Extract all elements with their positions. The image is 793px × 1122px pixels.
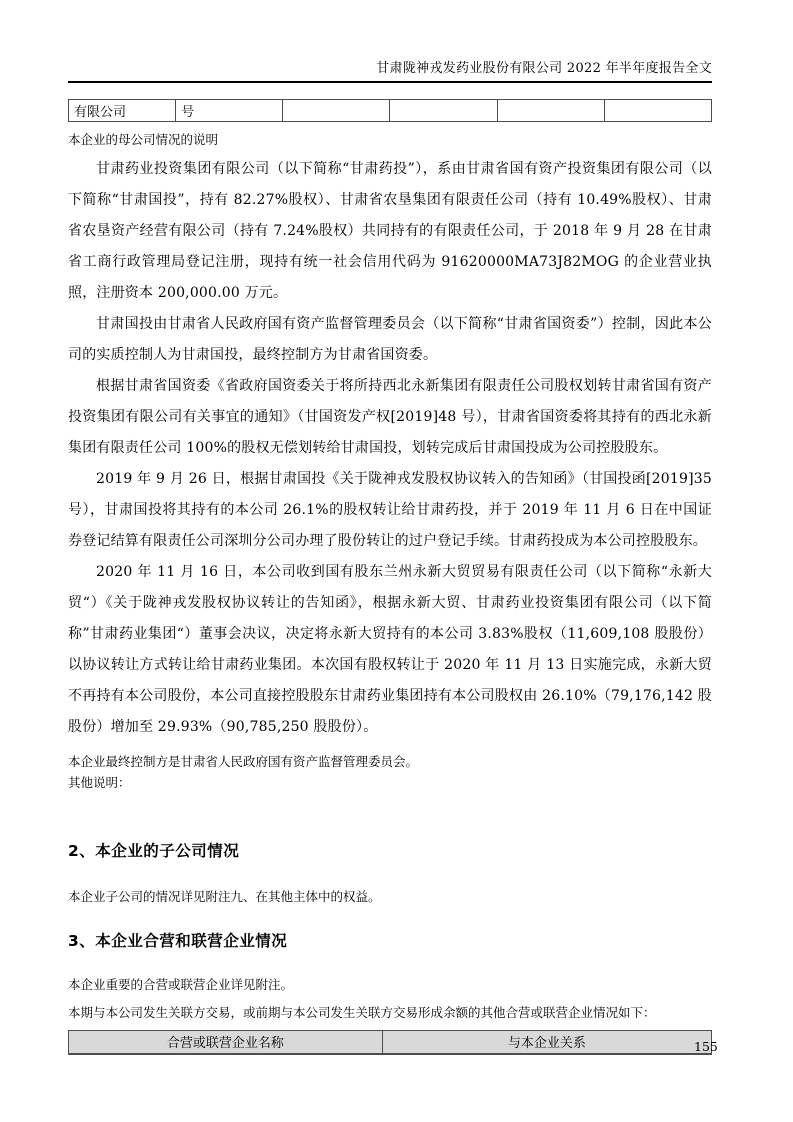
section-2-heading: 2、本企业的子公司情况 (68, 842, 240, 860)
paragraph: 甘肃药业投资集团有限公司（以下简称“甘肃药投”），系由甘肃省国有资产投资集团有限公司（以下简称“甘肃国投”，持有 82.27%股权）、甘肃省农垦集团有限责任公司（持有 10.49%股权）、甘肃省农垦资产经营有限公司（持有 7.24%股权）共同持有的有限责任公司，于 2018 年 9 月 28 在甘肃省工商行政管理局登记注册，现持有统一社会信用代码为 91620000MA73J82MOG 的企业营业执照，注册资本 200,000.00 万元。 (68, 161, 712, 301)
paragraph: 甘肃国投由甘肃省人民政府国有资产监督管理委员会（以下简称“甘肃省国资委”）控制，因此本公司的实质控制人为甘肃国投，最终控制方为甘肃省国资委。 (68, 316, 712, 363)
table-cell (283, 100, 390, 122)
paragraph: 2020 年 11 月 16 日，本公司收到国有股东兰州永新大贸贸易有限责任公司（以下简称“永新大贸“）《关于陇神戎发股权协议转让的告知函》，根据永新大贸、甘肃药业投资集团有限公司（以下简称”甘肃药业集团“）董事会决议，决定将永新大贸持有的本公司 3.83%股权（11,609,108 股股份）以协议转让方式转让给甘肃药业集团。本次国有股权转让于 2020 年 11 月 13 日实施完成，永新大贸不再持有本公司股份，本公司直接控股股东甘肃药业集团持有本公司股权由 26.10%（79,176,142 股股份）增加至 29.93%（90,785,250 股股份）。 (68, 564, 712, 735)
table-header-cell: 合营或联营企业名称 (69, 1031, 383, 1054)
section-3-heading: 3、本企业合营和联营企业情况 (68, 932, 288, 950)
paragraph: 2019 年 9 月 26 日，根据甘肃国投《关于陇神戎发股权协议转入的告知函》（甘国投函[2019]35 号），甘肃国投将其持有的本公司 26.1%的股权转让给甘肃药投，并于 2019 年 11 月 6 日在中国证券登记结算有限责任公司深圳分公司办理了股份转让的过户登记手续。甘肃药投成为本公司控股股东。 (68, 471, 712, 549)
page-content (68, 0, 712, 1055)
table-header-cell: 与本企业关系 (382, 1031, 711, 1054)
parent-company-note-label: 本企业的母公司情况的说明 (68, 132, 219, 147)
joint-venture-table (68, 1030, 712, 1055)
final-controller-line: 本企业最终控制方是甘肃省人民政府国有资产监督管理委员会。 (68, 754, 419, 769)
parent-company-paragraphs (68, 154, 712, 743)
table-row (69, 100, 712, 122)
table-cell: 号 (176, 100, 283, 122)
paragraph: 根据甘肃省国资委《省政府国资委关于将所持西北永新集团有限责任公司股权划转甘肃省国有资产投资集团有限公司有关事宜的通知》（甘国资发产权[2019]48 号），甘肃省国资委将其持有的西北永新集团有限责任公司 100%的股权无偿划转给甘肃国投，划转完成后甘肃国投成为公司控股股东。 (68, 378, 712, 456)
continuation-table (68, 99, 712, 122)
table-header-row (69, 1031, 712, 1054)
table-cell (497, 100, 604, 122)
closing-notes (68, 751, 712, 793)
table-cell: 有限公司 (69, 100, 176, 122)
section-2-body: 本企业子公司的情况详见附注九、在其他主体中的权益。 (68, 889, 381, 904)
table-cell (604, 100, 711, 122)
table-cell (390, 100, 497, 122)
page-number: 155 (694, 1039, 718, 1054)
report-header-title: 甘肃陇神戎发药业股份有限公司 2022 年半年度报告全文 (68, 0, 712, 83)
section-3-body-line-2: 本期与本公司发生关联方交易，或前期与本公司发生关联方交易形成余额的其他合营或联营企业情况如下： (68, 1005, 656, 1020)
section-3-body-line-1: 本企业重要的合营或联营企业详见附注。 (68, 977, 294, 992)
other-note-label: 其他说明： (68, 775, 131, 790)
